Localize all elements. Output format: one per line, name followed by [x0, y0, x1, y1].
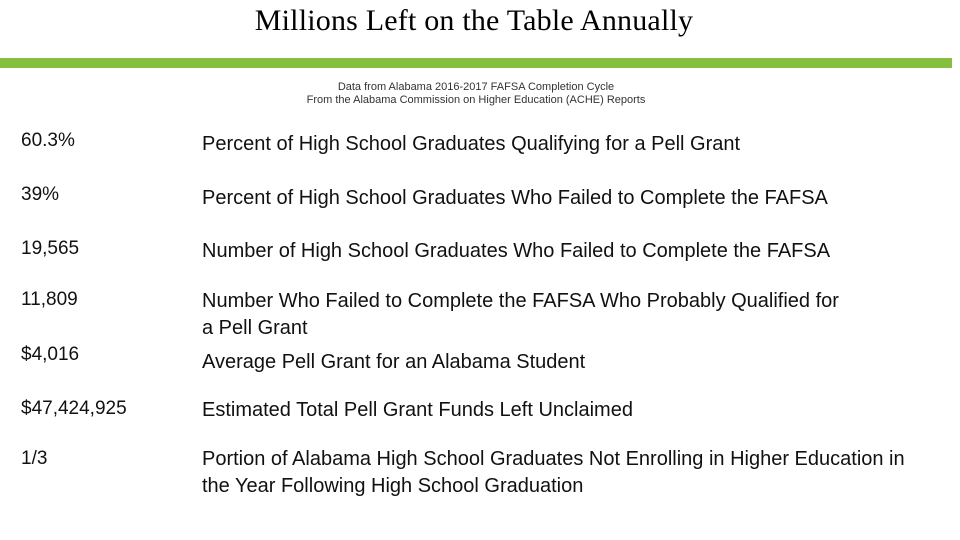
stat-desc-fafsa-fail-percent: Percent of High School Graduates Who Failed to Complete the FAFSA — [202, 187, 828, 209]
source-note — [0, 81, 952, 107]
stat-value-pell-qualifying: 60.3% — [21, 130, 75, 151]
stat-desc-not-enrolling: Portion of Alabama High School Graduates Not Enrolling in Higher Education in the Year Following High School Graduation — [202, 448, 905, 497]
stat-desc-average-pell: Average Pell Grant for an Alabama Student — [202, 351, 586, 373]
stat-desc-probable-qualified: Number Who Failed to Complete the FAFSA Who Probably Qualified for a Pell Grant — [202, 290, 839, 339]
stat-value-average-pell: $4,016 — [21, 344, 80, 365]
source-line-2: From the Alabama Commission on Higher Education (ACHE) Reports — [306, 94, 646, 106]
stat-desc-fafsa-fail-count: Number of High School Graduates Who Failed to Complete the FAFSA — [202, 240, 831, 262]
stat-desc-pell-qualifying: Percent of High School Graduates Qualifying for a Pell Grant — [202, 133, 741, 155]
stat-value-fafsa-fail-count: 19,565 — [21, 238, 80, 259]
source-line-1: Data from Alabama 2016-2017 FAFSA Completion Cycle — [337, 81, 615, 93]
stat-value-unclaimed-total: $47,424,925 — [21, 398, 127, 419]
stat-value-not-enrolling: 1/3 — [21, 448, 48, 469]
stat-desc-unclaimed-total: Estimated Total Pell Grant Funds Left Unclaimed — [202, 399, 633, 421]
stat-value-fafsa-fail-percent: 39% — [21, 184, 60, 205]
stat-value-probable-qualified: 11,809 — [21, 289, 78, 310]
green-divider-bar — [0, 58, 952, 68]
slide-title: Millions Left on the Table Annually — [254, 4, 694, 37]
